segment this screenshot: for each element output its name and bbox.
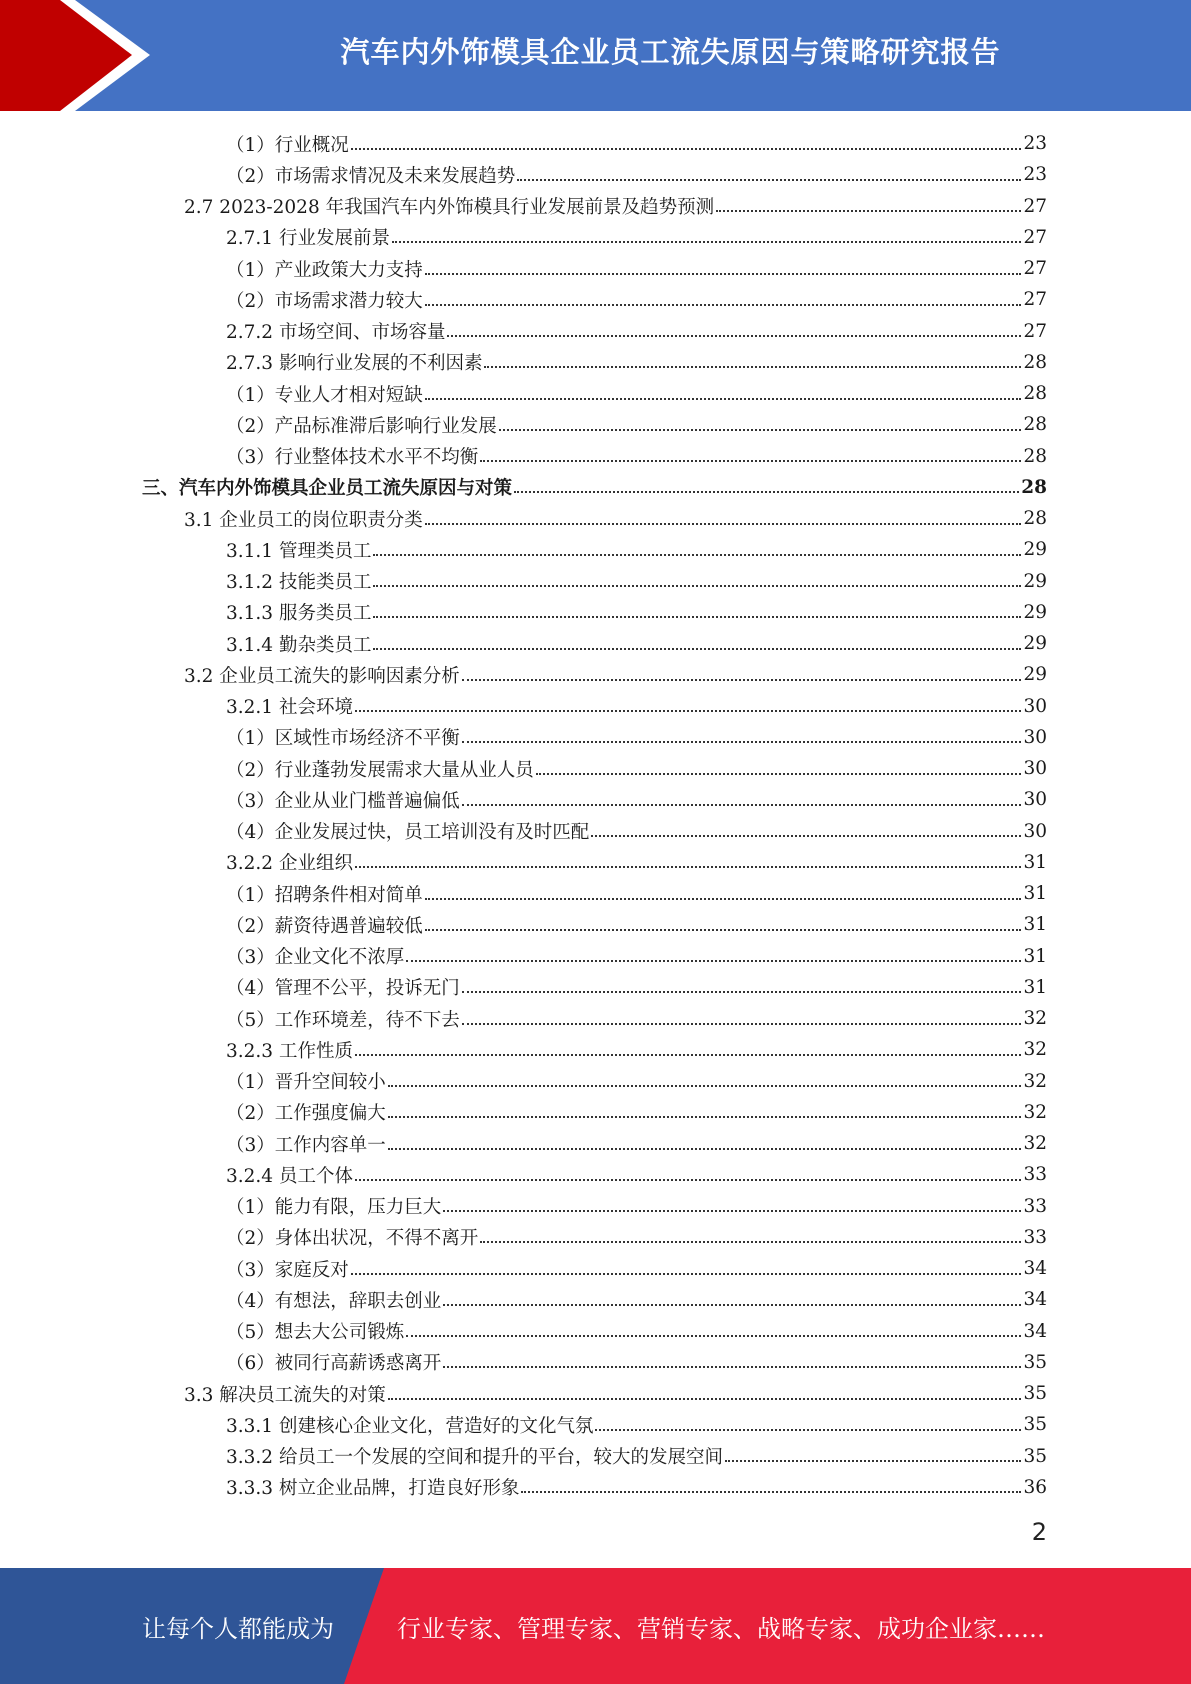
toc-entry-page: 29 — [1023, 664, 1047, 686]
toc-leader-dots — [425, 507, 1022, 525]
toc-entry[interactable] — [184, 191, 1047, 222]
toc-entry-page: 27 — [1023, 320, 1047, 342]
toc-entry-page: 35 — [1023, 1383, 1047, 1404]
toc-entry[interactable] — [226, 1253, 1047, 1284]
toc-entry-title: （2）市场需求潜力较大 — [226, 290, 423, 312]
toc-entry-title: 3.2 企业员工流失的影响因素分析 — [184, 665, 460, 687]
toc-entry[interactable] — [226, 1034, 1047, 1065]
toc-entry[interactable] — [226, 691, 1047, 722]
page-footer — [0, 1568, 1191, 1684]
toc-entry[interactable] — [226, 159, 1047, 190]
toc-entry-page: 29 — [1023, 633, 1047, 654]
toc-entry[interactable] — [226, 441, 1047, 472]
toc-entry[interactable] — [226, 1284, 1047, 1315]
toc-entry-page: 27 — [1023, 226, 1047, 248]
toc-entry-page: 27 — [1023, 195, 1047, 217]
page-header — [0, 0, 1191, 111]
toc-entry[interactable] — [226, 972, 1047, 1003]
toc-entry-title: 3.3 解决员工流失的对策 — [184, 1384, 386, 1406]
toc-leader-dots — [355, 1163, 1022, 1181]
toc-entry-page: 33 — [1023, 1195, 1047, 1217]
toc-entry-page: 27 — [1023, 289, 1047, 311]
toc-entry[interactable] — [226, 1128, 1047, 1159]
toc-entry[interactable] — [226, 597, 1047, 628]
toc-entry-page: 36 — [1023, 1476, 1047, 1498]
toc-entry[interactable] — [226, 409, 1047, 440]
chevron-arrow-icon — [0, 0, 160, 111]
toc-entry-title: 3.1.4 勤杂类员工 — [226, 634, 372, 656]
toc-entry-title: （1）产业政策大力支持 — [226, 259, 423, 281]
toc-entry-page: 31 — [1023, 976, 1047, 998]
toc-leader-dots — [716, 194, 1021, 212]
toc-entry-page: 34 — [1023, 1258, 1047, 1279]
toc-leader-dots — [462, 663, 1022, 681]
toc-entry-page: 34 — [1023, 1289, 1047, 1311]
toc-entry-title: （3）工作内容单一 — [226, 1134, 386, 1156]
toc-entry-title: （2）产品标准滞后影响行业发展 — [226, 415, 497, 437]
toc-leader-dots — [392, 225, 1021, 243]
toc-entry-page: 27 — [1023, 258, 1047, 279]
toc-leader-dots — [462, 788, 1022, 806]
toc-entry-page: 32 — [1023, 1039, 1047, 1061]
toc-leader-dots — [725, 1444, 1021, 1462]
toc-entry-page: 28 — [1023, 508, 1047, 529]
toc-entry-title: 3.1.2 技能类员工 — [226, 572, 372, 593]
toc-entry[interactable] — [226, 941, 1047, 972]
toc-entry[interactable] — [226, 284, 1047, 315]
toc-leader-dots — [595, 1413, 1021, 1431]
toc-entry-page: 29 — [1023, 570, 1047, 592]
toc-entry-page: 30 — [1023, 695, 1047, 717]
toc-entry[interactable] — [184, 503, 1047, 534]
toc-entry-title: 2.7.2 市场空间、市场容量 — [226, 322, 446, 343]
toc-entry-page: 35 — [1023, 1351, 1047, 1373]
toc-entry-title: （2）身体出状况，不得不离开 — [226, 1228, 479, 1250]
toc-entry-title: 3.1.3 服务类员工 — [226, 603, 372, 625]
toc-leader-dots — [514, 475, 1019, 493]
toc-entry-page: 31 — [1023, 883, 1047, 904]
toc-entry[interactable] — [226, 222, 1047, 253]
toc-entry-page: 33 — [1023, 1226, 1047, 1248]
toc-entry-page: 31 — [1023, 914, 1047, 936]
toc-leader-dots — [425, 288, 1022, 306]
toc-entry[interactable] — [226, 1409, 1047, 1440]
toc-entry[interactable] — [142, 472, 1047, 503]
toc-leader-dots — [388, 1382, 1022, 1400]
toc-entry[interactable] — [226, 566, 1047, 597]
toc-entry-page: 23 — [1023, 164, 1047, 186]
toc-entry-title: （2）市场需求情况及未来发展趋势 — [226, 165, 516, 187]
toc-leader-dots — [536, 757, 1022, 775]
toc-leader-dots — [388, 1132, 1022, 1150]
toc-entry-page: 28 — [1023, 445, 1047, 467]
toc-entry-page: 32 — [1023, 1133, 1047, 1154]
toc-leader-dots — [425, 882, 1022, 900]
toc-leader-dots — [373, 600, 1021, 618]
toc-leader-dots — [484, 350, 1021, 368]
toc-entry-title: （5）工作环境差，待不下去 — [226, 1009, 460, 1031]
toc-leader-dots — [373, 569, 1021, 587]
toc-entry-title: 3.2.4 员工个体 — [226, 1165, 353, 1187]
footer-slogan-right: 行业专家、管理专家、营销专家、战略专家、成功企业家…… — [397, 1614, 1045, 1643]
toc-entry[interactable] — [226, 1159, 1047, 1190]
toc-leader-dots — [425, 913, 1022, 931]
toc-entry[interactable] — [226, 909, 1047, 940]
toc-entry[interactable] — [226, 128, 1047, 159]
toc-entry-title: （3）企业文化不浓厚 — [226, 947, 405, 968]
toc-leader-dots — [388, 1100, 1022, 1118]
toc-leader-dots — [521, 1475, 1021, 1493]
toc-entry-title: （2）行业蓬勃发展需求大量从业人员 — [226, 759, 534, 781]
toc-entry-page: 32 — [1023, 1101, 1047, 1123]
toc-entry[interactable] — [226, 722, 1047, 753]
toc-entry[interactable] — [226, 1003, 1047, 1034]
toc-entry-page: 28 — [1023, 351, 1047, 373]
toc-entry-page: 31 — [1023, 945, 1047, 967]
toc-entry-page: 31 — [1023, 851, 1047, 873]
toc-entry[interactable] — [226, 1472, 1047, 1503]
toc-leader-dots — [388, 1069, 1022, 1087]
toc-entry-title: （3）企业从业门槛普遍偏低 — [226, 790, 460, 812]
toc-entry-page: 30 — [1023, 726, 1047, 748]
toc-entry-page: 30 — [1023, 820, 1047, 842]
toc-entry[interactable] — [226, 1097, 1047, 1128]
toc-leader-dots — [480, 444, 1021, 462]
toc-entry-page: 32 — [1023, 1070, 1047, 1092]
toc-leader-dots — [373, 538, 1021, 556]
toc-entry-title: （3）行业整体技术水平不均衡 — [226, 447, 479, 468]
toc-entry[interactable] — [226, 753, 1047, 784]
toc-leader-dots — [499, 413, 1022, 431]
toc-entry-title: （4）企业发展过快，员工培训没有及时匹配 — [226, 822, 590, 843]
toc-leader-dots — [355, 1038, 1022, 1056]
toc-leader-dots — [480, 1225, 1021, 1243]
toc-entry-title: 2.7 2023-2028 年我国汽车内外饰模具行业发展前景及趋势预测 — [184, 197, 715, 218]
toc-entry-title: （2）薪资待遇普遍较低 — [226, 915, 423, 937]
toc-entry-title: 2.7.1 行业发展前景 — [226, 228, 390, 250]
toc-entry[interactable] — [226, 1347, 1047, 1378]
toc-entry-title: （1）招聘条件相对简单 — [226, 884, 423, 906]
toc-entry-title: 3.3.3 树立企业品牌，打造良好形象 — [226, 1478, 520, 1500]
toc-entry[interactable] — [226, 253, 1047, 284]
toc-leader-dots — [406, 944, 1021, 962]
footer-slogan-left: 让每个人都能成为 — [142, 1614, 334, 1643]
toc-leader-dots — [425, 257, 1022, 275]
report-title: 汽车内外饰模具企业员工流失原因与策略研究报告 — [340, 34, 1001, 69]
toc-entry-title: （1）区域性市场经济不平衡 — [226, 728, 460, 750]
toc-entry-title: 3.1 企业员工的岗位职责分类 — [184, 509, 423, 531]
toc-entry-title: 3.3.1 创建核心企业文化，营造好的文化气氛 — [226, 1415, 594, 1437]
toc-entry[interactable] — [226, 847, 1047, 878]
toc-leader-dots — [351, 132, 1022, 150]
toc-leader-dots — [517, 163, 1021, 181]
toc-entry[interactable] — [226, 347, 1047, 378]
toc-entry-title: （3）家庭反对 — [226, 1259, 349, 1281]
toc-entry[interactable] — [226, 816, 1047, 847]
toc-leader-dots — [406, 1319, 1021, 1337]
toc-entry[interactable] — [226, 1191, 1047, 1222]
toc-entry[interactable] — [226, 628, 1047, 659]
toc-leader-dots — [373, 632, 1021, 650]
toc-entry[interactable] — [184, 659, 1047, 690]
toc-entry-title: （6）被同行高薪诱惑离开 — [226, 1353, 442, 1375]
toc-entry-page: 23 — [1023, 133, 1047, 154]
toc-leader-dots — [591, 819, 1021, 837]
toc-leader-dots — [355, 850, 1022, 868]
toc-entry-title: 3.2.1 社会环境 — [226, 697, 353, 718]
toc-entry-title: （5）想去大公司锻炼 — [226, 1322, 405, 1343]
toc-entry-title: （1）能力有限，压力巨大 — [226, 1197, 442, 1218]
toc-entry[interactable] — [226, 1066, 1047, 1097]
toc-leader-dots — [425, 382, 1022, 400]
toc-entry[interactable] — [226, 878, 1047, 909]
toc-leader-dots — [351, 1257, 1022, 1275]
toc-leader-dots — [443, 1288, 1021, 1306]
page-number: 2 — [1031, 1518, 1047, 1546]
toc-entry-title: 3.3.2 给员工一个发展的空间和提升的平台，较大的发展空间 — [226, 1447, 723, 1468]
toc-entry-page: 28 — [1021, 476, 1047, 498]
toc-entry-title: （2）工作强度偏大 — [226, 1103, 386, 1125]
toc-entry[interactable] — [226, 1316, 1047, 1347]
toc-entry-page: 34 — [1023, 1320, 1047, 1342]
toc-entry-title: （1）晋升空间较小 — [226, 1072, 386, 1093]
toc-leader-dots — [443, 1350, 1021, 1368]
toc-entry[interactable] — [226, 1222, 1047, 1253]
toc-entry-page: 35 — [1023, 1414, 1047, 1436]
toc-entry-title: 3.2.3 工作性质 — [226, 1040, 353, 1062]
toc-entry-page: 29 — [1023, 601, 1047, 623]
toc-leader-dots — [462, 975, 1022, 993]
toc-entry-title: （1）专业人才相对短缺 — [226, 384, 423, 406]
toc-entry[interactable] — [226, 378, 1047, 409]
toc-leader-dots — [462, 725, 1022, 743]
toc-entry-page: 30 — [1023, 758, 1047, 779]
toc-entry-page: 35 — [1023, 1445, 1047, 1467]
toc-entry[interactable] — [226, 784, 1047, 815]
toc-entry[interactable] — [184, 1378, 1047, 1409]
toc-entry-title: （1）行业概况 — [226, 134, 349, 156]
toc-entry-title: （4）有想法，辞职去创业 — [226, 1290, 442, 1312]
toc-entry-title: 三、汽车内外饰模具企业员工流失原因与对策 — [142, 478, 513, 500]
toc-leader-dots — [462, 1007, 1022, 1025]
toc-entry[interactable] — [226, 316, 1047, 347]
toc-entry-title: 2.7.3 影响行业发展的不利因素 — [226, 353, 483, 375]
toc-leader-dots — [355, 694, 1022, 712]
toc-entry-page: 28 — [1023, 414, 1047, 436]
toc-entry-title: 3.2.2 企业组织 — [226, 853, 353, 875]
toc-entry[interactable] — [226, 1441, 1047, 1472]
toc-entry-page: 32 — [1023, 1008, 1047, 1029]
toc-entry-page: 29 — [1023, 539, 1047, 561]
toc-entry-title: 3.1.1 管理类员工 — [226, 540, 372, 562]
toc-entry-page: 33 — [1023, 1164, 1047, 1186]
toc-leader-dots — [443, 1194, 1021, 1212]
toc-entry-page: 28 — [1023, 383, 1047, 404]
toc-entry[interactable] — [226, 534, 1047, 565]
toc-entry-page: 30 — [1023, 789, 1047, 811]
toc-entry-title: （4）管理不公平，投诉无门 — [226, 978, 460, 1000]
toc-leader-dots — [447, 319, 1021, 337]
